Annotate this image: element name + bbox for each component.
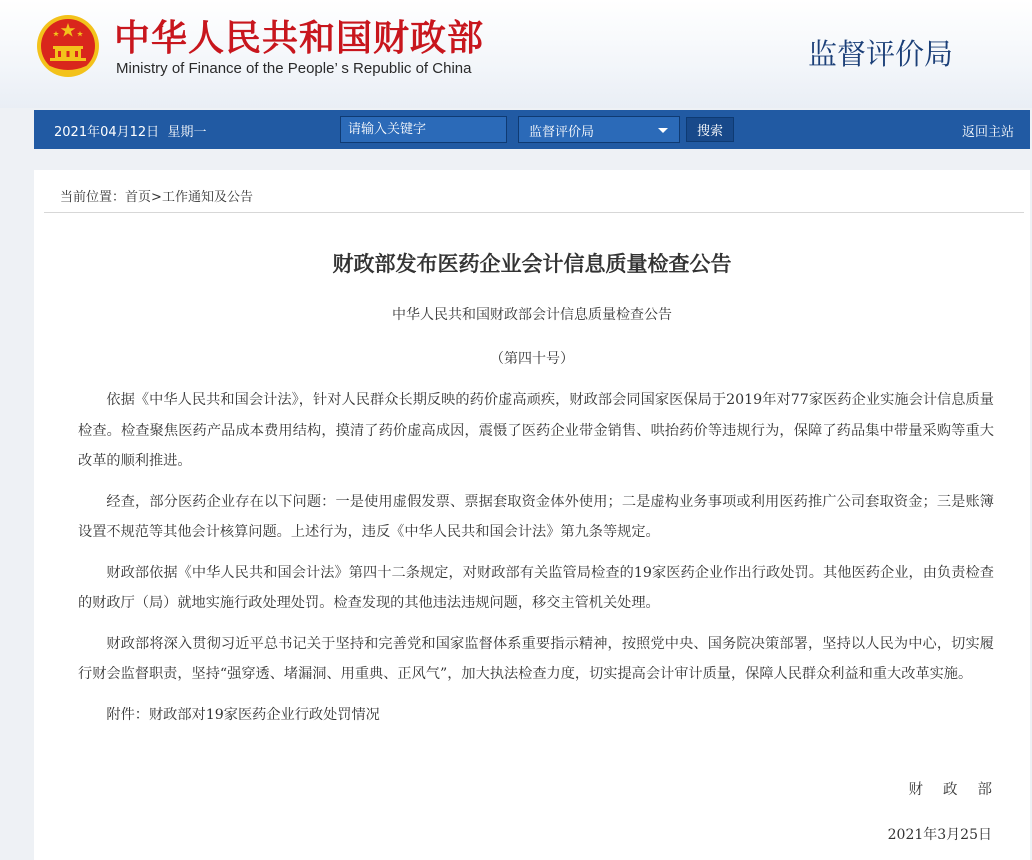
breadcrumb-home-link[interactable]: 首页 — [125, 190, 152, 205]
chevron-down-icon — [658, 128, 668, 133]
top-navbar — [34, 110, 1030, 149]
breadcrumb — [60, 186, 253, 205]
search-button[interactable]: 搜索 — [686, 117, 734, 142]
search-scope-select[interactable] — [518, 116, 680, 143]
department-name: 监督评价局 — [808, 37, 954, 71]
breadcrumb-category-link[interactable]: 工作通知及公告 — [161, 190, 253, 205]
signature-department: 财政部 — [908, 782, 1012, 798]
weekday-text: 星期一 — [167, 125, 207, 140]
article-paragraph: 依据《中华人民共和国会计法》，针对人民群众长期反映的药价虚高顽疾，财政部会同国家医保局于2019年对77家医药企业实施会计信息质量检查。检查聚焦医药产品成本费用结构，摸清了药价虚高成因，震慑了医药企业带金销售、哄抬药价等违规行为，保障了药品集中带量采购等重大改革的顺利推进。 — [78, 392, 994, 469]
search-scope-value: 监督评价局 — [529, 125, 595, 140]
return-home-link[interactable]: 返回主站 — [961, 125, 1014, 140]
article-body — [78, 385, 994, 740]
breadcrumb-divider — [44, 212, 1024, 213]
national-emblem-icon — [36, 14, 100, 78]
article-title: 财政部发布医药企业会计信息质量检查公告 — [332, 252, 732, 276]
article-subtitle: 中华人民共和国财政部会计信息质量检查公告 — [392, 307, 672, 323]
article-paragraph: 经查，部分医药企业存在以下问题：一是使用虚假发票、票据套取资金体外使用；二是虚构业务事项或利用医药推广公司套取资金；三是账簿设置不规范等其他会计核算问题。上述行为，违反《中华人民共和国会计法》第九条等规定。 — [78, 493, 994, 540]
ministry-title-en: Ministry of Finance of the People’ s Republic of China — [116, 60, 472, 77]
search-input[interactable] — [340, 116, 507, 143]
article-paragraph: 财政部将深入贯彻习近平总书记关于坚持和完善党和国家监督体系重要指示精神，按照党中央、国务院决策部署，坚持以人民为中心，切实履行财会监督职责，坚持“强穿透、堵漏洞、用重典、正风气”，加大执法检查力度，切实提高会计审计质量，保障人民群众利益和重大改革实施。 — [78, 635, 994, 682]
breadcrumb-prefix: 当前位置： — [60, 190, 126, 205]
breadcrumb-separator: > — [151, 190, 162, 205]
document-number: （第四十号） — [490, 351, 574, 367]
current-date — [54, 121, 206, 140]
site-header — [0, 0, 1032, 108]
article-paragraph: 财政部依据《中华人民共和国会计法》第四十二条规定，对财政部有关监管局检查的19家医药企业作出行政处罚。其他医药企业，由负责检查的财政厅（局）就地实施行政处理处罚。检查发现的其他违法违规问题，移交主管机关处理。 — [78, 564, 994, 611]
attachment-link[interactable]: 附件：财政部对19家医药企业行政处罚情况 — [106, 706, 380, 723]
content-panel — [34, 170, 1030, 860]
ministry-title-cn: 中华人民共和国财政部 — [114, 18, 485, 59]
date-text: 2021年04月12日 — [54, 125, 160, 140]
signature-date: 2021年3月25日 — [887, 827, 992, 843]
